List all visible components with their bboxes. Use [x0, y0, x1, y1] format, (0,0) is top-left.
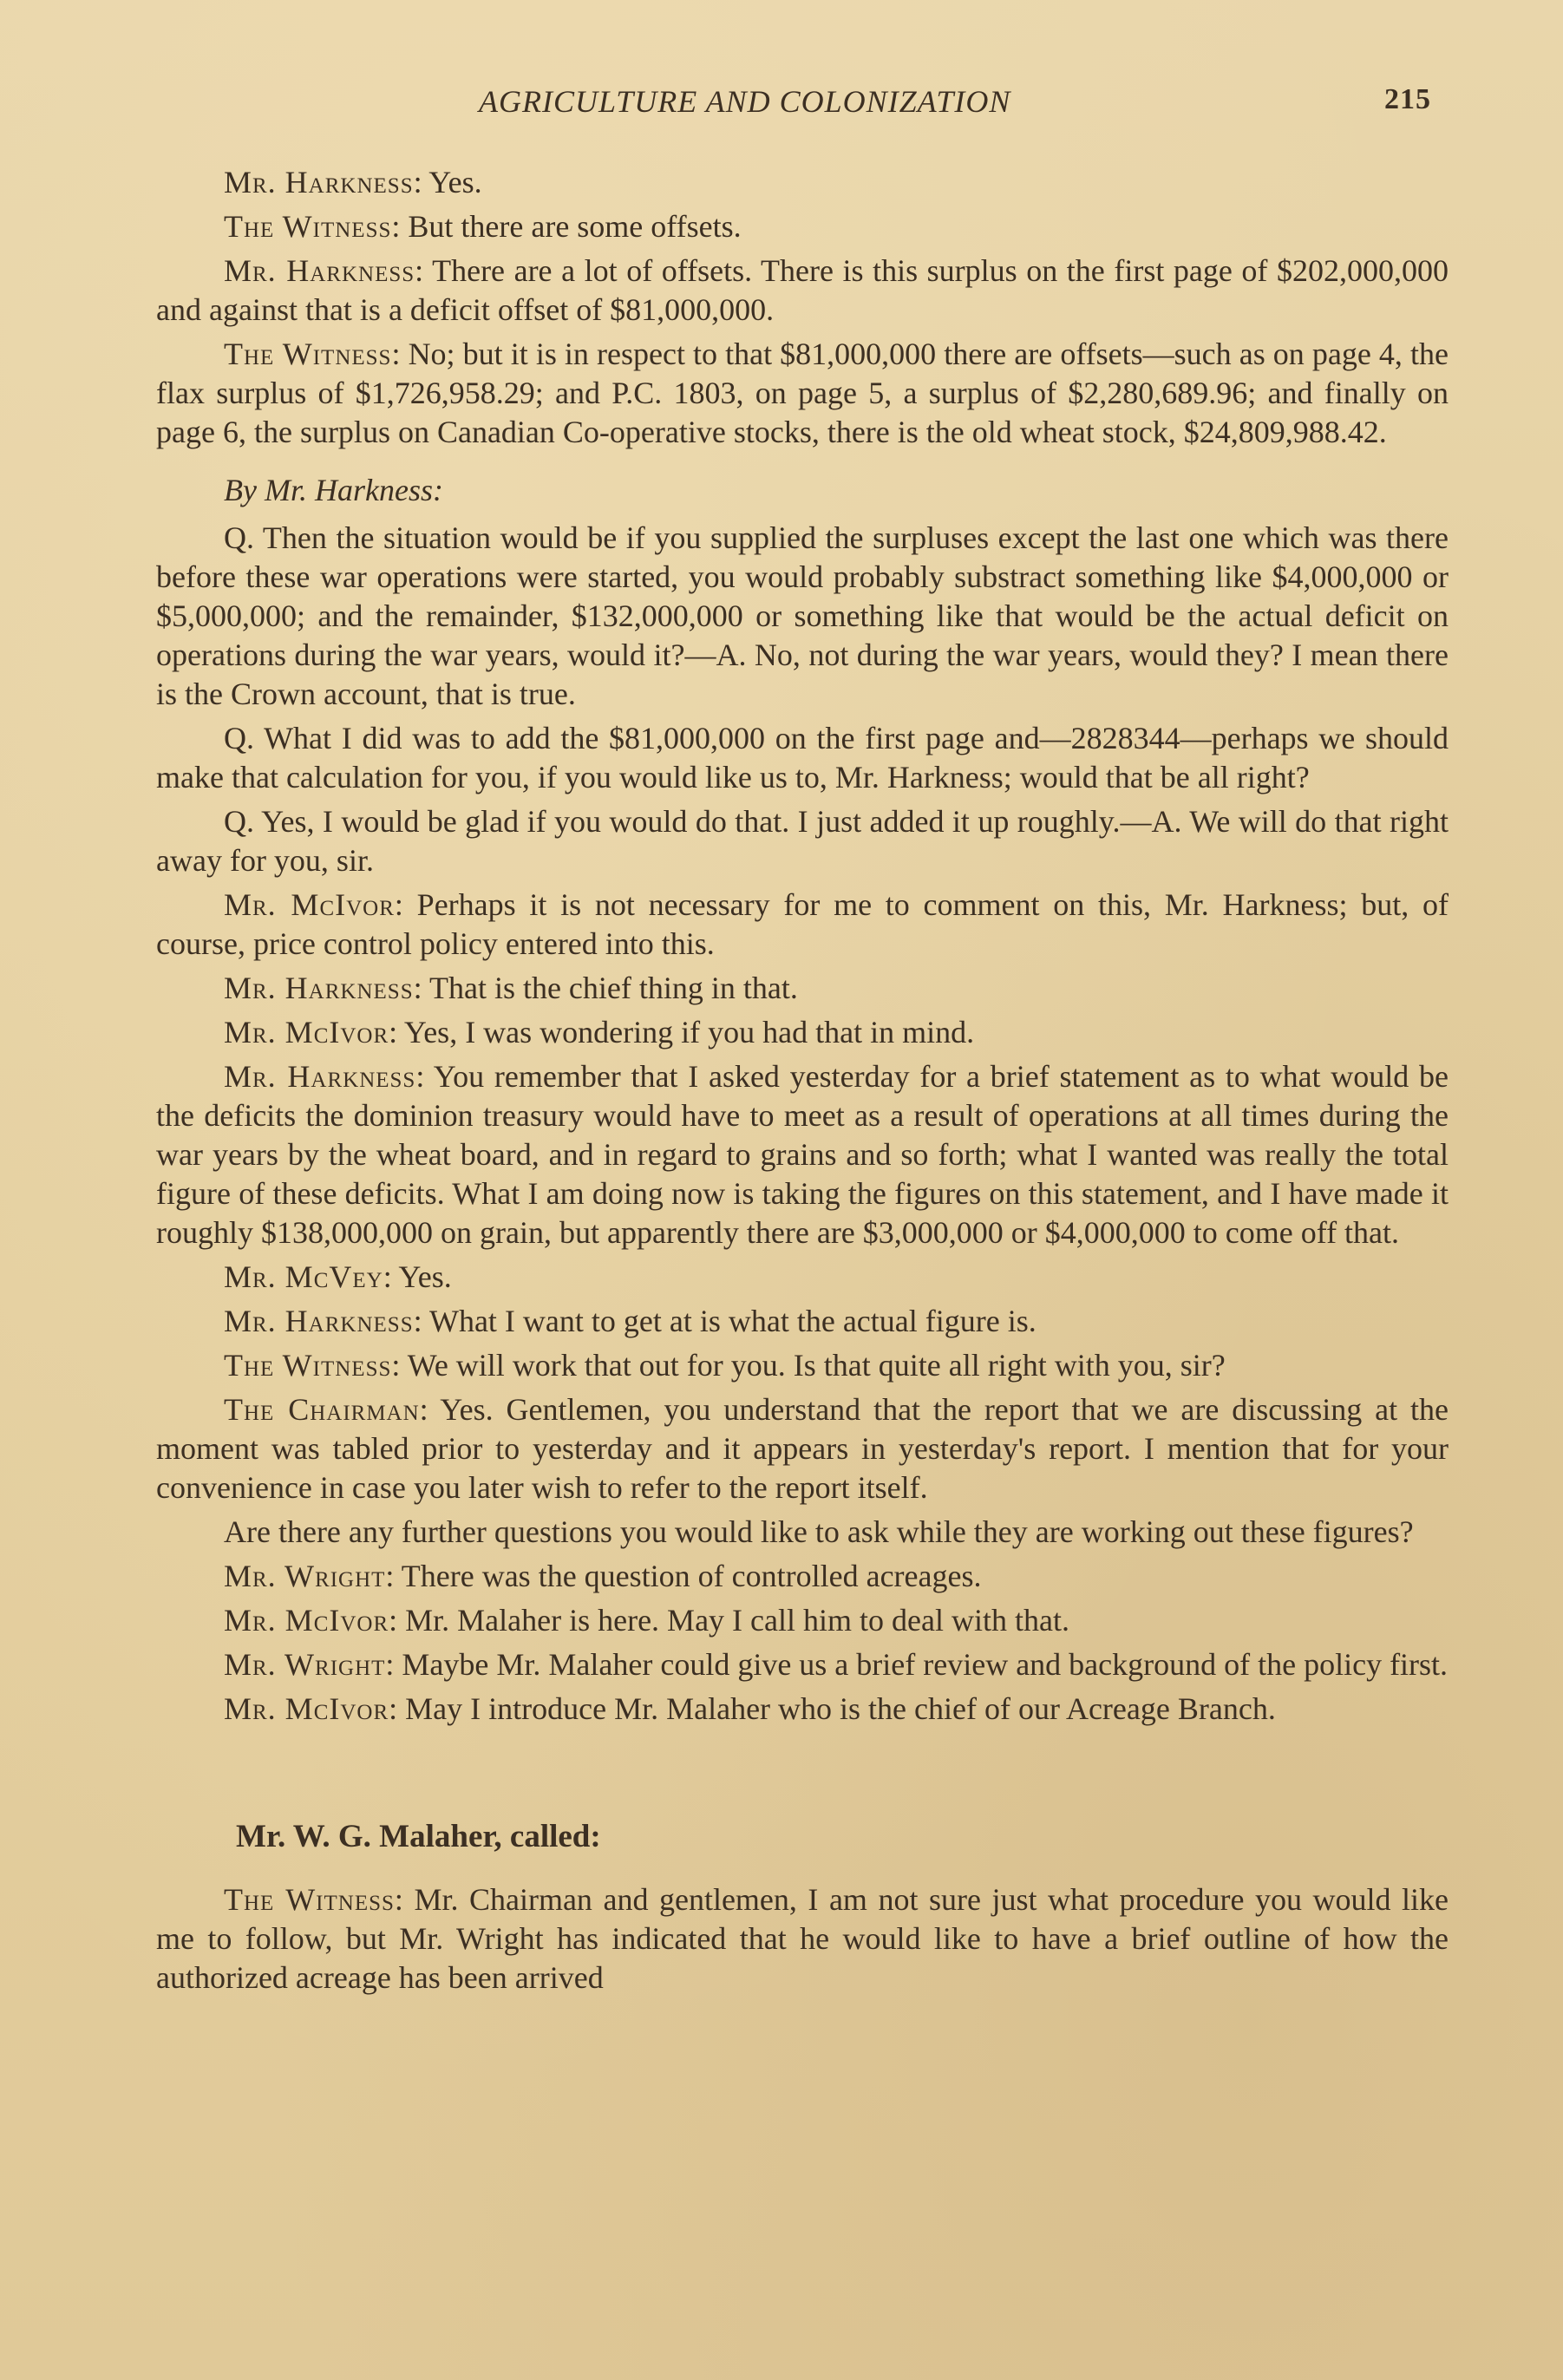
paragraph-text: Yes. — [428, 165, 482, 199]
examiner-heading: By Mr. Harkness: — [224, 473, 443, 507]
paragraph-text: Yes. Gentlemen, you understand that the report that we are discussing at the moment was tabled prior to yesterday and it appears in yesterday's report. I mention that for your convenience in case you later wish to refer to the report itself. — [156, 1392, 1449, 1505]
transcript-paragraph — [156, 1513, 1449, 1552]
speaker-name: Mr. Harkness — [224, 971, 414, 1005]
speaker-name: Mr. Harkness — [224, 1304, 414, 1338]
transcript-paragraph: Mr. McIvor: Yes, I was wondering if you had that in mind. — [224, 1015, 975, 1049]
paragraph-text: But there are some offsets. — [408, 209, 742, 244]
transcript-paragraph: Mr. McIvor: Mr. Malaher is here. May I call him to deal with that. — [224, 1603, 1069, 1638]
transcript-paragraph: The Witness: No; but it is in respect to that $81,000,000 there are offsets—such as on page 4, the flax surplus of $1,726,958.29; and P.C. 1803, on page 5, a surplus of $2,280,689.96; and finally on page 6, the surplus on Canadian Co-operative stocks, there is the old wheat stock, $24,809,988.42. — [156, 337, 1449, 449]
speaker-name: The Witness — [224, 209, 392, 244]
speaker-name: Mr. McIvor — [224, 1015, 389, 1049]
paragraph-text: May I introduce Mr. Malaher who is the chief of our Acreage Branch. — [405, 1691, 1276, 1726]
transcript-paragraph: The Witness: We will work that out for you. Is that quite all right with you, sir? — [224, 1348, 1226, 1383]
running-title: AGRICULTURE AND COLONIZATION — [479, 84, 1011, 119]
speaker-name: The Witness — [224, 1882, 395, 1917]
transcript-paragraph: The Chairman: Yes. Gentlemen, you understand that the report that we are discussing at the moment was tabled prior to yesterday and it appears in yesterday's report. I mention that for your convenience in case you later wish to refer to the report itself. — [156, 1392, 1449, 1505]
paragraph-text: That is the chief thing in that. — [428, 971, 798, 1005]
transcript-paragraph: Mr. Wright: Maybe Mr. Malaher could give us a brief review and background of the policy first. — [224, 1647, 1449, 1682]
transcript-paragraph: Mr. McVey: Yes. — [224, 1259, 452, 1294]
transcript-paragraph: Mr. Harkness: There are a lot of offsets. There is this surplus on the first page of $202,000,000 and against that is a deficit offset of $81,000,000. — [156, 253, 1449, 327]
transcript-paragraph: Mr. Harkness: Yes. — [224, 165, 482, 199]
paragraph-text: Maybe Mr. Malaher could give us a brief review and background of the policy first. — [402, 1647, 1449, 1682]
speaker-name: Mr. Wright — [224, 1559, 386, 1593]
speaker-name: The Witness — [224, 337, 392, 371]
paragraph-text: Q. Yes, I would be glad if you would do that. I just added it up roughly.—A. We will do that right away for you, sir. — [156, 804, 1449, 878]
speaker-name: The Chairman — [224, 1392, 420, 1427]
transcript-paragraph — [156, 719, 1449, 797]
page-number: 215 — [1384, 83, 1431, 115]
transcript-paragraph: Mr. McIvor: May I introduce Mr. Malaher who is the chief of our Acreage Branch. — [224, 1691, 1276, 1726]
paragraph-text: Q. What I did was to add the $81,000,000 on the first page and—2828344—perhaps we should make that calculation for you, if you would like us to, Mr. Harkness; would that be all right? — [156, 721, 1449, 794]
transcript-paragraph: Mr. McIvor: Perhaps it is not necessary for me to comment on this, Mr. Harkness; but, of course, price control policy entered into this. — [156, 887, 1449, 961]
transcript-paragraph — [156, 519, 1449, 714]
paragraph-text: We will work that out for you. Is that quite all right with you, sir? — [407, 1348, 1226, 1383]
paragraph-text: Yes, I was wondering if you had that in mind. — [403, 1015, 975, 1049]
speaker-name: Mr. Harkness — [224, 165, 414, 199]
speaker-name: Mr. McIvor — [224, 1603, 389, 1638]
transcript-paragraph: Mr. Harkness: You remember that I asked yesterday for a brief statement as to what would be the deficits the dominion treasury would have to meet as a result of operations at all times during the war years by the wheat board, and in regard to grains and so forth; what I wanted was really the total figure of these deficits. What I am doing now is taking the figures on this statement, and I have made it roughly $138,000,000 on grain, but apparently there are $3,000,000 or $4,000,000 to come off that. — [156, 1059, 1449, 1250]
paragraph-text: You remember that I asked yesterday for a brief statement as to what would be the deficits the dominion treasury would have to meet as a result of operations at all times during the war years by the wheat board, and in regard to grains and so forth; what I wanted was really the total figure of these deficits. What I am doing now is taking the figures on this statement, and I have made it roughly $138,000,000 on grain, but apparently there are $3,000,000 or $4,000,000 to come off that. — [156, 1059, 1449, 1250]
transcript-paragraph: The Witness: Mr. Chairman and gentlemen, I am not sure just what procedure you would like me to follow, but Mr. Wright has indicated that he would like to have a brief outline of how the authorized acreage has been arrived — [156, 1882, 1449, 1995]
paragraph-text: What I want to get at is what the actual figure is. — [428, 1304, 1037, 1338]
paragraph-text: Mr. Chairman and gentlemen, I am not sure just what procedure you would like me to follow, but Mr. Wright has indicated that he would like to have a brief outline of how the authorized acreage has been arrived — [156, 1882, 1449, 1995]
paragraph-text: There was the question of controlled acreages. — [401, 1559, 982, 1593]
speaker-name: Mr. Harkness — [224, 1059, 416, 1094]
paragraph-text: Q. Then the situation would be if you supplied the surpluses except the last one which was there before these war operations were started, you would probably substract something like $4,000,000 or $5,000,000; and the remainder, $132,000,000 or something like that would be the actual deficit on operations during the war years, would it?—A. No, not during the war years, would they? I mean there is the Crown account, that is true. — [156, 520, 1449, 711]
paragraph-text: Perhaps it is not necessary for me to comment on this, Mr. Harkness; but, of course, price control policy entered into this. — [156, 887, 1449, 961]
paragraph-text: No; but it is in respect to that $81,000,000 there are offsets—such as on page 4, the flax surplus of $1,726,958.29; and P.C. 1803, on page 5, a surplus of $2,280,689.96; and finally on page 6, the surplus on Canadian Co-operative stocks, there is the old wheat stock, $24,809,988.42. — [156, 337, 1449, 449]
paragraph-text: Mr. Malaher is here. May I call him to deal with that. — [405, 1603, 1069, 1638]
transcript-paragraph: Mr. Harkness: What I want to get at is what the actual figure is. — [224, 1304, 1037, 1338]
speaker-name: Mr. McVey — [224, 1259, 383, 1294]
transcript-body — [156, 163, 1449, 2003]
paragraph-text: There are a lot of offsets. There is this surplus on the first page of $202,000,000 and against that is a deficit offset of $81,000,000. — [156, 253, 1449, 327]
paragraph-text: Are there any further questions you would like to ask while they are working out these figures? — [224, 1514, 1414, 1549]
transcript-paragraph: Mr. Wright: There was the question of controlled acreages. — [224, 1559, 982, 1593]
transcript-paragraph: Mr. Harkness: That is the chief thing in that. — [224, 971, 798, 1005]
witness-called-heading: Mr. W. G. Malaher, called: — [236, 1819, 601, 1854]
speaker-name: Mr. Harkness — [224, 253, 415, 288]
speaker-name: The Witness — [224, 1348, 392, 1383]
speaker-name: Mr. Wright — [224, 1647, 386, 1682]
transcript-paragraph — [156, 802, 1449, 880]
paragraph-text: Yes. — [398, 1259, 452, 1294]
speaker-name: Mr. McIvor — [224, 1691, 389, 1726]
transcript-paragraph: The Witness: But there are some offsets. — [224, 209, 742, 244]
page-header — [0, 83, 1563, 127]
speaker-name: Mr. McIvor — [224, 887, 395, 922]
